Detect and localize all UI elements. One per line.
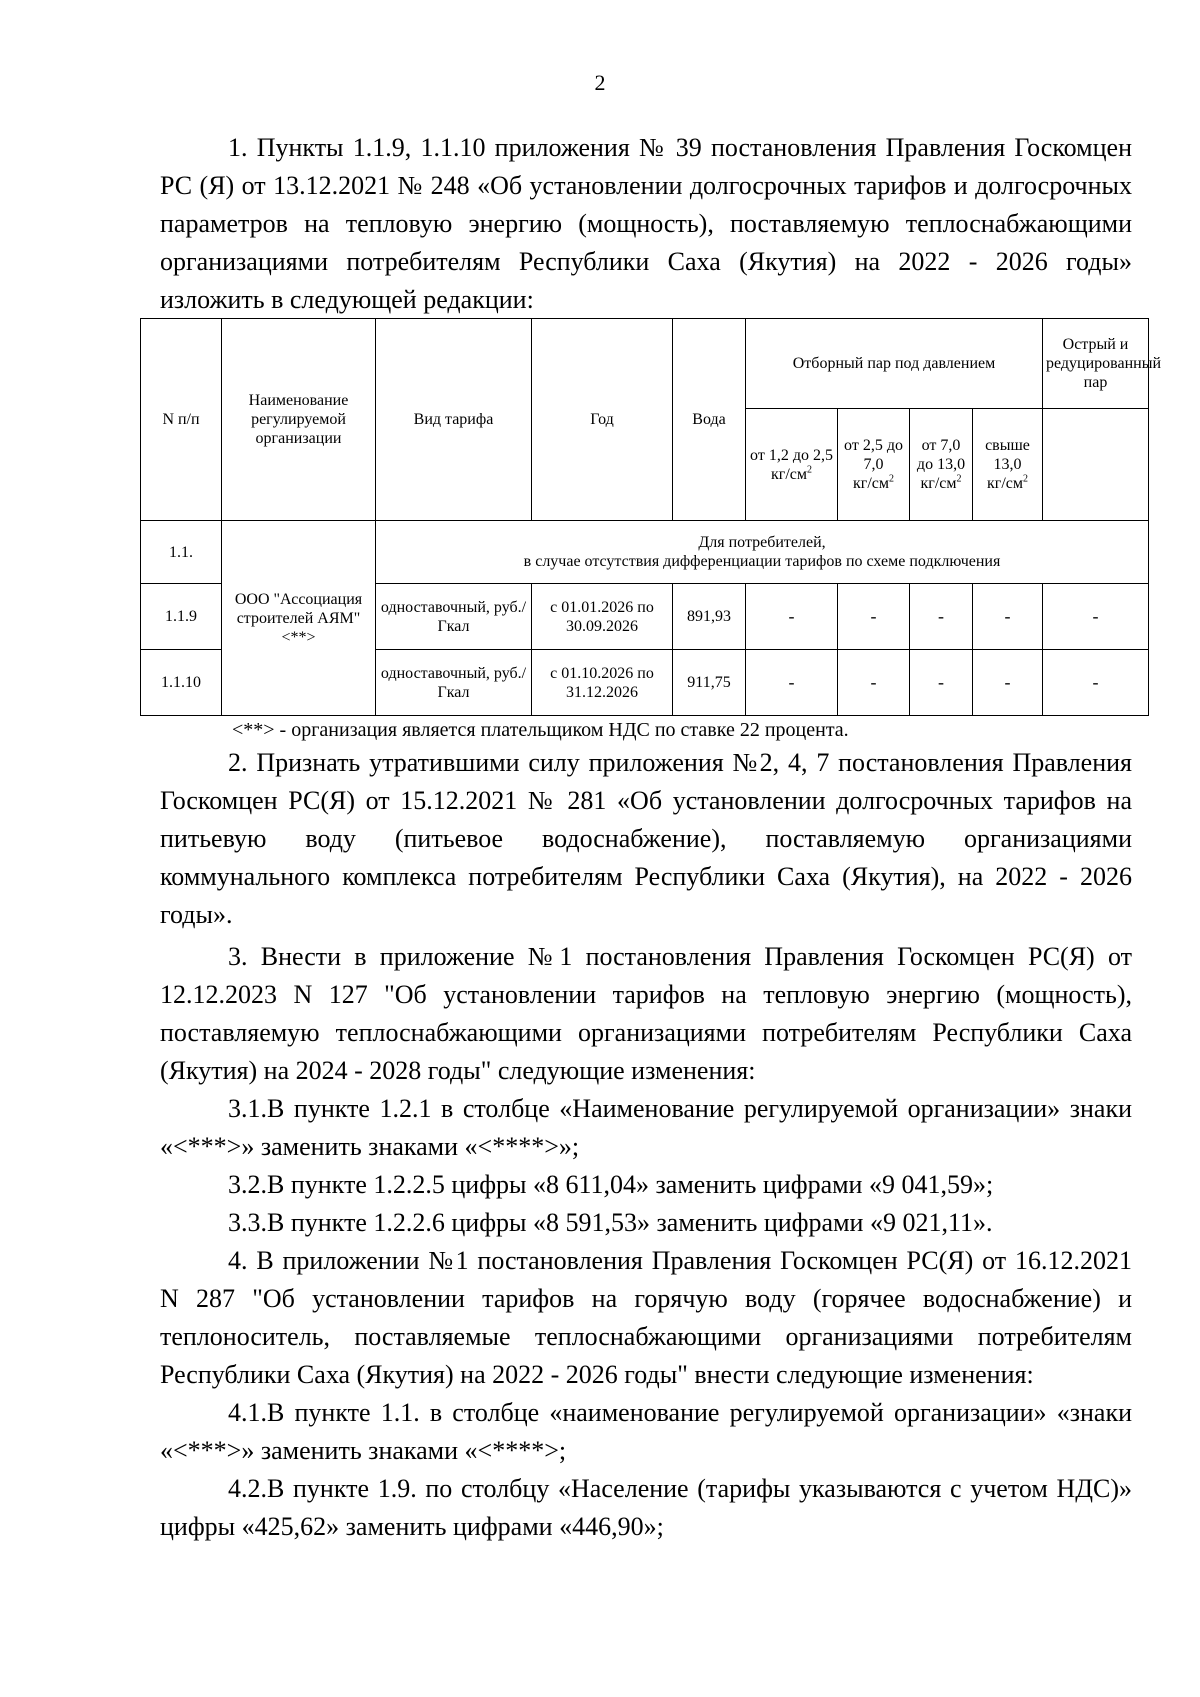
header-water: Вода: [673, 319, 746, 521]
paragraph-1: 1. Пункты 1.1.9, 1.1.10 приложения № 39 постановления Правления Госкомцен РС (Я) от 13.12.2021 № 248 «Об установлении долгосрочных тарифов и долгосрочных параметров на тепловую энергию (мощность), поставляемую теплоснабжающими организациями потребителям Республики Саха (Якутия) на 2022 - 2026 годы» изложить в следующей редакции:: [160, 133, 1132, 314]
page-number: 2: [594, 70, 606, 95]
header-tariff-type: Вид тарифа: [376, 319, 532, 521]
row-p3: -: [910, 650, 973, 716]
row-num: 1.1.10: [141, 650, 222, 716]
paragraph-3: 3. Внести в приложение №1 постановления Правления Госкомцен РС(Я) от 12.12.2023 N 127 "Об установлении тарифов на тепловую энергию (мощность), поставляемую теплоснабжающими организациями потребителям Республики Саха (Якутия) на 2024 - 2028 годы" следующие изменения:: [160, 942, 1132, 1085]
row-tariff-type: одноставочный, руб./Гкал: [376, 650, 532, 716]
paragraph-3-3: 3.3.В пункте 1.2.2.6 цифры «8 591,53» заменить цифрами «9 021,11».: [228, 1208, 993, 1237]
row-num: 1.1.9: [141, 584, 222, 650]
row-p1: -: [746, 650, 838, 716]
paragraph-3-2: 3.2.В пункте 1.2.2.5 цифры «8 611,04» заменить цифрами «9 041,59»;: [228, 1170, 994, 1199]
row-p4: -: [973, 584, 1043, 650]
paragraph-4: 4. В приложении №1 постановления Правления Госкомцен РС(Я) от 16.12.2021 N 287 "Об установлении тарифов на горячую воду (горячее водоснабжение) и теплоноситель, поставляемые теплоснабжающими организациями потребителям Республики Саха (Якутия) на 2022 - 2026 годы" внести следующие изменения:: [160, 1246, 1132, 1389]
header-pressure-1: от 1,2 до 2,5 $кг/см^2$: [746, 409, 838, 521]
header-num: N п/п: [141, 319, 222, 521]
row-water: 911,75: [673, 650, 746, 716]
row-p2: -: [838, 650, 910, 716]
paragraph-4-2: 4.2.В пункте 1.9. по столбцу «Население (тарифы указываются с учетом НДС)» цифры «425,62» заменить цифрами «446,90»;: [160, 1474, 1132, 1541]
paragraph-4-1: 4.1.В пункте 1.1. в столбце «наименование регулируемой организации» «знаки «<***>» заменить знаками «<****>;: [160, 1398, 1132, 1465]
header-pressure-4: свыше 13,0 $кг/см^2$: [973, 409, 1043, 521]
row-sharp: -: [1043, 650, 1149, 716]
header-pressure-3: от 7,0 до 13,0 $кг/см^2$: [910, 409, 973, 521]
table-footnote: <**> - организация является плательщиком НДС по ставке 22 процента.: [232, 719, 849, 741]
row-tariff-type: одноставочный, руб./Гкал: [376, 584, 532, 650]
tariff-table: [140, 318, 1162, 716]
paragraph-2: 2. Признать утратившими силу приложения №2, 4, 7 постановления Правления Госкомцен РС(Я) от 15.12.2021 № 281 «Об установлении долгосрочных тарифов на питьевую воду (питьевое водоснабжение), поставляемую организациями коммунального комплекса потребителям Республики Саха (Якутия), на 2022 - 2026 годы».: [160, 748, 1132, 929]
header-year: Год: [532, 319, 673, 521]
row-p4: -: [973, 650, 1043, 716]
row-sharp: -: [1043, 584, 1149, 650]
main-section: [160, 744, 1132, 1546]
header-sharp-steam-empty: [1043, 409, 1149, 521]
paragraph-3-1: 3.1.В пункте 1.2.1 в столбце «Наименование регулируемой организации» знаки «<***>» заменить знаками «<****>»;: [160, 1094, 1132, 1161]
row-year: с 01.10.2026 по 31.12.2026: [532, 650, 673, 716]
header-org: Наименование регулируемой организации: [222, 319, 376, 521]
row-p2: -: [838, 584, 910, 650]
header-pressure-2: от 2,5 до 7,0 $кг/см^2$: [838, 409, 910, 521]
org-name-cell: ООО "Ассоциация строителей АЯМ" <**>: [222, 521, 376, 716]
intro-section: [160, 129, 1132, 319]
row-year: с 01.01.2026 по 30.09.2026: [532, 584, 673, 650]
row-water: 891,93: [673, 584, 746, 650]
group-row-text: Для потребителей, в случае отсутствия дифференциации тарифов по схеме подключения: [376, 521, 1149, 584]
header-steam: Отборный пар под давлением: [746, 319, 1043, 409]
group-row-num: 1.1.: [141, 521, 222, 584]
header-sharp-steam: Острый и редуцированный пар: [1043, 319, 1149, 409]
row-p3: -: [910, 584, 973, 650]
row-p1: -: [746, 584, 838, 650]
